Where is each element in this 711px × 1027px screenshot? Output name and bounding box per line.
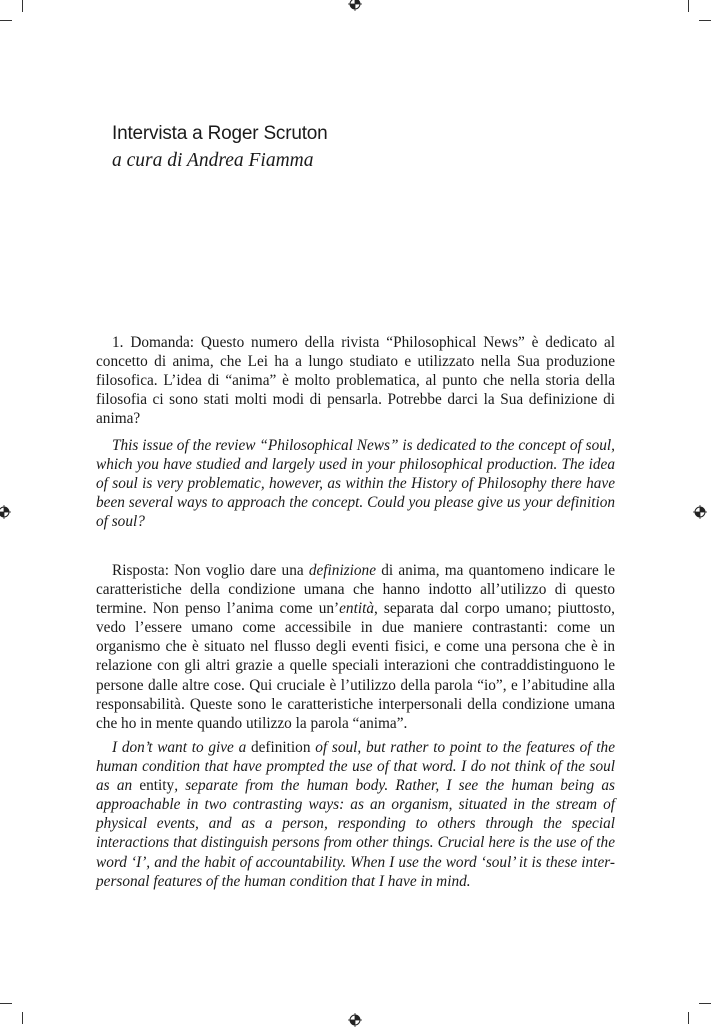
emphasis: entity — [139, 777, 175, 795]
crop-mark — [22, 0, 23, 12]
crop-mark — [699, 20, 711, 21]
crop-mark — [0, 20, 12, 21]
answer-text: I don’t want to give a — [112, 739, 251, 756]
crop-mark — [0, 1003, 12, 1004]
answer-text: , separata dal corpo umano; piuttosto, vedo l’essere umano come accessibile in due maniere contrastanti: come un organismo che è situato nel flusso degli eventi fisici, e come una persona che è in relazione con gli altri grazie a quelle speciali interazioni che contraddistinguono le persone dalle altre cose. Qui cruciale è l’utilizzo della parola “io”, e l’abitudine alla responsabilità. Queste sono le caratteristiche interpersonali della condizione umana che ho in mente quando utilizzo la parola “anima”. — [96, 600, 615, 732]
registration-mark-icon — [0, 505, 11, 519]
registration-mark-icon — [348, 1013, 362, 1027]
article-subtitle: a cura di Andrea Fiamma — [112, 150, 314, 171]
emphasis: definizione — [308, 562, 376, 579]
question-italian: 1. Domanda: Questo numero della rivista “Philosophical News” è dedicato al concetto di anima, che Lei ha a lungo studiato e utilizzato nella Sua produzione filosofica. L’idea di “anima” è molto problematica, al punto che nella storia della filosofia ci sono stati molti modi di pensarla. Potrebbe darci la Sua definizione di anima? — [96, 334, 615, 428]
crop-mark — [688, 0, 689, 12]
answer-text: Risposta: Non voglio dare una — [112, 562, 309, 579]
question-english: This issue of the review “Philosophical News” is dedicated to the concept of soul, which you have studied and largely used in your philosophical production. The idea of soul is very problematic, however, as within the History of Philosophy there have been several ways to approach the concept. Could you please give us your definition of soul? — [96, 437, 615, 531]
answer-text: , separate from the human body. Rather, I see the human being as approachable in two contrasting ways: as an organism, situated in the stream of physical events, and as a person, responding to others through the special interactions that distinguish persons from other things. Crucial here is the use of the word ‘I’, and the habit of accountability. When I use the word ‘soul’ it is these inter-personal features of the human condition that I have in mind. — [96, 777, 615, 890]
answer-english — [96, 738, 615, 891]
answer-text: of soul, but rather to point to the features of the human condition that have prompted the use of that word. I do not think of the soul as an — [96, 739, 615, 795]
crop-mark — [688, 1012, 689, 1024]
answer-text: di anima, ma quantomeno indicare le caratteristiche della condizione umana che hanno indotto all’utilizzo di questo termine. Non penso l’anima come un’ — [96, 562, 615, 618]
crop-mark — [22, 1012, 23, 1024]
answer-italian — [96, 561, 615, 733]
crop-mark — [699, 1003, 711, 1004]
article-title: Intervista a Roger Scruton — [112, 123, 328, 144]
emphasis: entità — [339, 600, 374, 618]
registration-mark-icon — [348, 0, 362, 11]
emphasis: definition — [250, 739, 311, 756]
registration-mark-icon — [693, 505, 707, 519]
